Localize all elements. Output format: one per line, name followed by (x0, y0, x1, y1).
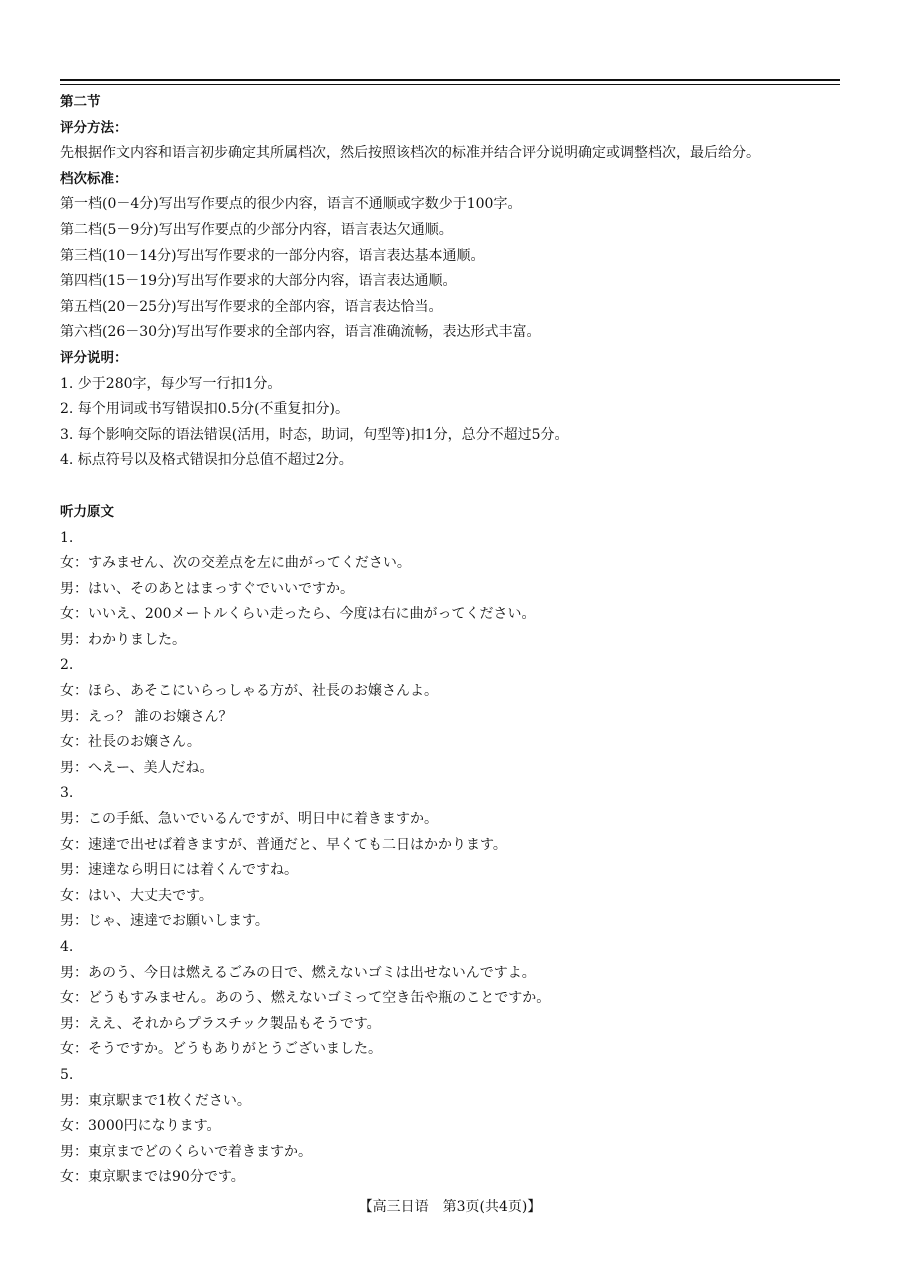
dialogue-line: 女：東京駅までは90分です。 (60, 1169, 245, 1186)
dialogue-number: 4. (60, 939, 74, 955)
dialogue-number: 1. (60, 529, 74, 546)
dialogue-number: 5. (60, 1066, 74, 1083)
dialogue-line: 男：えっ？ 誰のお嬢さん？ (60, 708, 233, 725)
scoring-method-text: 先根据作文内容和语言初步确定其所属档次，然后按照该档次的标准并结合评分说明确定或调整档次，最后给分。 (60, 145, 760, 162)
dialogue-line: 男：じゃ、速達でお願いします。 (60, 913, 269, 930)
dialogue-line: 男：東京駅まで1枚ください。 (60, 1092, 251, 1109)
dialogue-line: 男：東京までどのくらいで着きますか。 (60, 1143, 312, 1160)
level-item: 第一档(0－4分)写出写作要点的很少内容，语言不通顺或字数少于100字。 (60, 196, 522, 213)
level-item: 第三档(10－14分)写出写作要求的一部分内容，语言表达基本通顺。 (60, 247, 485, 264)
top-rule-thin (60, 84, 840, 85)
dialogue-line: 女：そうですか。どうもありがとうございました。 (60, 1041, 382, 1058)
dialogue-line: 男：あのう、今日は燃えるごみの日で、燃えないゴミは出せないんですよ。 (60, 964, 536, 981)
dialogue-line: 女：はい、大丈夫です。 (60, 887, 213, 904)
dialogue-line: 男：ええ、それからプラスチック製品もそうです。 (60, 1015, 381, 1032)
dialogue-line: 女：ほら、あそこにいらっしゃる方が、社長のお嬢さんよ。 (60, 683, 438, 700)
listening-title: 听力原文 (60, 503, 114, 520)
level-item: 第六档(26－30分)写出写作要求的全部内容，语言准确流畅，表达形式丰富。 (60, 324, 541, 341)
dialogue-line: 女：社長のお嬢さん。 (60, 734, 201, 751)
level-item: 第四档(15－19分)写出写作要求的大部分内容，语言表达通顺。 (60, 273, 457, 290)
note-item: 4. 标点符号以及格式错误扣分总值不超过2分。 (60, 452, 353, 469)
section-heading: 第二节 (60, 94, 101, 110)
dialogue-line: 女：速達で出せば着きますが、普通だと、早くても二日はかかります。 (60, 836, 507, 853)
dialogue-line: 女：3000円になります。 (60, 1118, 221, 1135)
dialogue-line: 男：わかりました。 (60, 631, 186, 648)
level-standards-title: 档次标准： (60, 170, 128, 187)
dialogue-line: 男：へえー、美人だね。 (60, 759, 214, 776)
dialogue-number: 3. (60, 785, 74, 802)
dialogue-line: 男：この手紙、急いでいるんですが、明日中に着きますか。 (60, 811, 438, 828)
top-rule-thick (60, 79, 840, 81)
level-item: 第五档(20－25分)写出写作要求的全部内容，语言表达恰当。 (60, 298, 443, 315)
note-item: 2. 每个用词或书写错误扣0.5分(不重复扣分)。 (60, 401, 349, 418)
page-footer: 【高三日语 第3页(共4页)】 (358, 1199, 542, 1215)
level-item: 第二档(5－9分)写出写作要点的少部分内容，语言表达欠通顺。 (60, 221, 453, 238)
note-item: 1. 少于280字，每少写一行扣1分。 (60, 375, 282, 392)
dialogue-line: 男：はい、そのあとはまっすぐでいいですか。 (60, 580, 354, 597)
section-spacer (60, 474, 840, 500)
note-item: 3. 每个影响交际的语法错误(活用，时态，助词，句型等)扣1分，总分不超过5分。 (60, 426, 569, 443)
scoring-method-title: 评分方法： (60, 119, 128, 136)
dialogue-number: 2. (60, 657, 74, 674)
dialogue-line: 男：速達なら明日には着くんですね。 (60, 862, 298, 879)
page-content (60, 90, 840, 1191)
dialogue-line: 女：どうもすみません。あのう、燃えないゴミって空き缶や瓶のことですか。 (60, 990, 551, 1007)
dialogue-line: 女：すみません、次の交差点を左に曲がってください。 (60, 555, 411, 572)
scoring-notes-title: 评分说明： (60, 349, 128, 366)
dialogue-line: 女：いいえ、200メートルくらい走ったら、今度は右に曲がってください。 (60, 606, 536, 623)
